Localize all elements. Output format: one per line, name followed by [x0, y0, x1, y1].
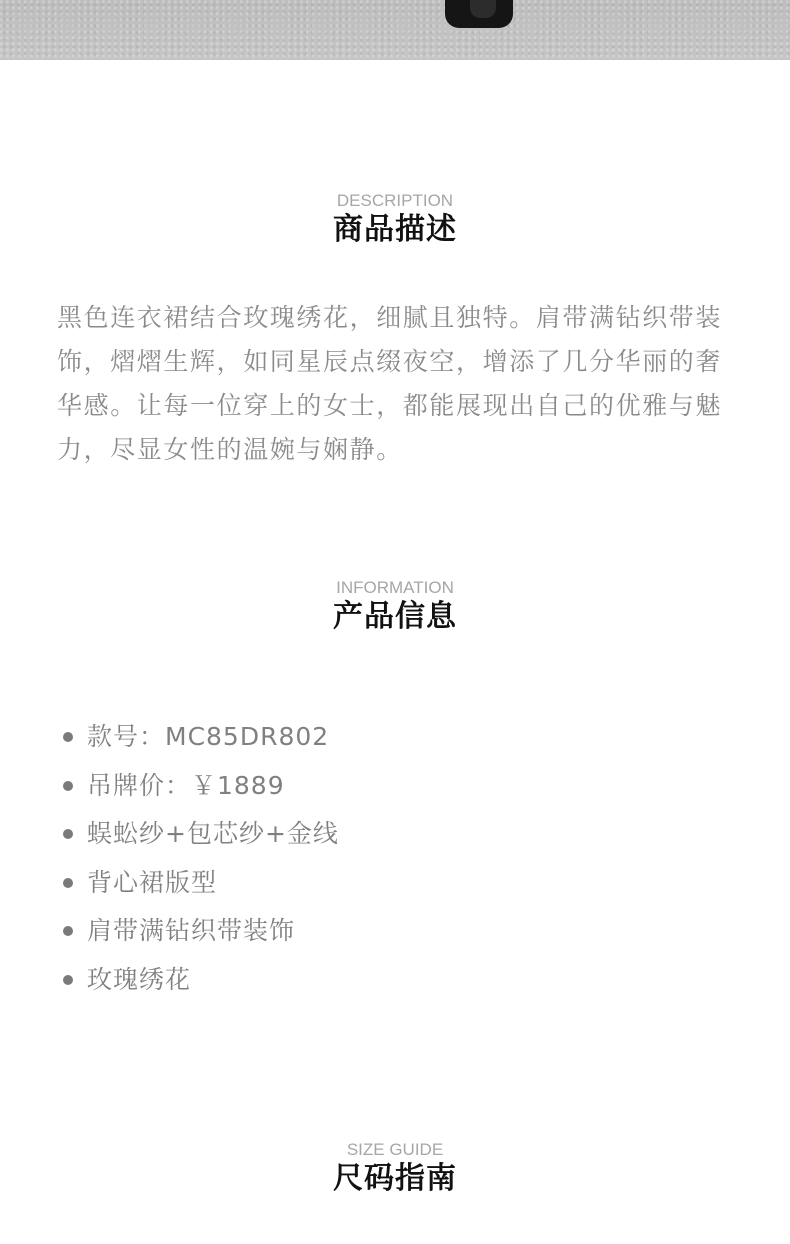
size-guide-header: [0, 1140, 790, 1198]
info-item-text: 肩带满钻织带装饰: [87, 916, 296, 945]
shoe-highlight: [470, 0, 496, 18]
bullet-icon: [63, 975, 73, 985]
info-item-text: 款号：MC85DR802: [87, 722, 330, 751]
information-header: [0, 578, 790, 636]
product-photo-bottom: [0, 0, 790, 60]
size-guide-heading-en: SIZE GUIDE: [346, 1140, 444, 1159]
bullet-icon: [63, 926, 73, 936]
info-item-fit: [60, 859, 339, 908]
information-heading-en: INFORMATION: [336, 578, 454, 597]
product-info-list: [60, 713, 339, 1004]
bullet-icon: [63, 781, 73, 791]
info-item-text: 背心裙版型: [87, 867, 218, 897]
info-item-style-number: [60, 713, 339, 762]
information-heading-cn: 产品信息: [333, 599, 457, 634]
bullet-icon: [63, 878, 73, 888]
description-heading-en: DESCRIPTION: [336, 191, 454, 210]
info-item-strap: [60, 907, 339, 956]
description-text: 黑色连衣裙结合玫瑰绣花，细腻且独特。肩带满钻织带装饰，熠熠生辉，如同星辰点缀夜空，增添了几分华丽的奢华感。让每一位穿上的女士，都能展现出自己的优雅与魅力，尽显女性的温婉与娴静。: [57, 303, 723, 464]
bullet-icon: [63, 732, 73, 742]
description-heading-cn: 商品描述: [333, 212, 457, 247]
info-item-material: [60, 810, 339, 859]
info-item-text: 玫瑰绣花: [87, 964, 192, 994]
info-item-price: [60, 762, 339, 811]
info-item-text: 蜈蚣纱+包芯纱+金线: [87, 819, 339, 848]
info-item-text: 吊牌价：￥1889: [87, 770, 285, 800]
bullet-icon: [63, 829, 73, 839]
info-item-embroidery: [60, 956, 339, 1005]
description-header: [0, 191, 790, 249]
size-guide-heading-cn: 尺码指南: [333, 1161, 457, 1196]
